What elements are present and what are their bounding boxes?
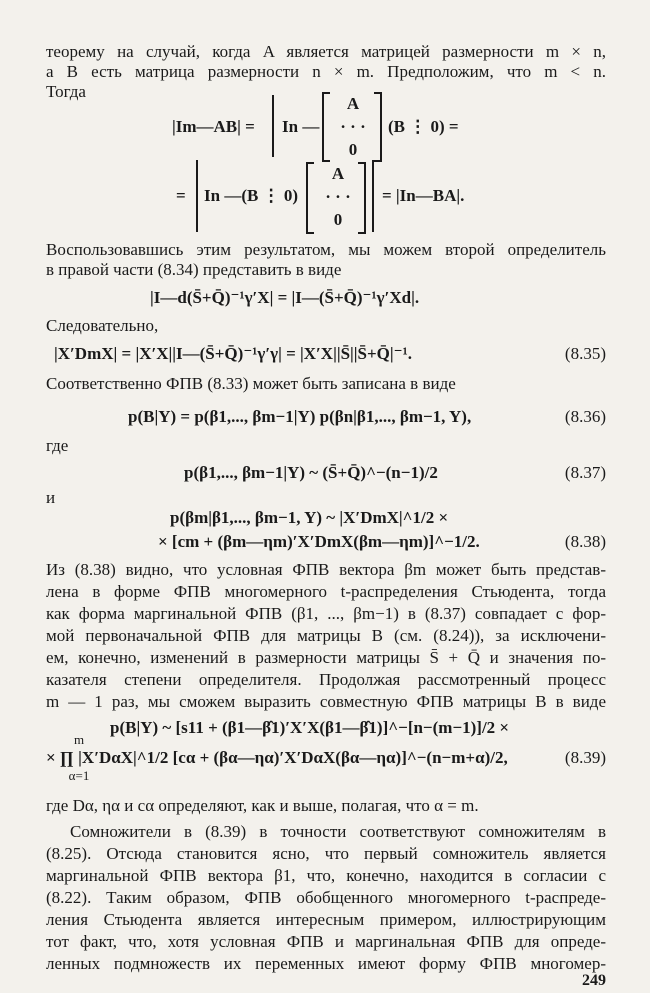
equation-2c: = |In—BA|.: [382, 186, 465, 205]
text-line: как форма маргинальной ФПВ (β1, ..., βm−1) в (8.37) совпадает с фор-: [46, 604, 606, 623]
equation-number: (8.38): [564, 532, 606, 551]
determinant-bar: [272, 95, 274, 157]
matrix-entry-dots: · · ·: [325, 187, 351, 206]
equation-7a: p(βm|β1,..., βm−1, Y) ~ |X′DmX|^1/2 ×: [170, 508, 449, 527]
equation-number: (8.39): [564, 748, 606, 767]
text-line: и: [46, 488, 56, 507]
text-line: Тогда: [46, 82, 86, 101]
text-line: (8.22). Таким образом, ФПВ обобщенного многомерного t-распреде-: [46, 888, 606, 907]
text-line: маргинальной ФПВ вектора β1, что, конечно, находится в согласии с: [46, 866, 606, 885]
text-line: где: [46, 436, 69, 455]
equation-5: p(B|Y) = p(β1,..., βm−1|Y) p(βn|β1,..., βm−1, Y),: [128, 407, 472, 426]
text-line: Следовательно,: [46, 316, 159, 335]
text-line: где Dα, ηα и cα определяют, как и выше, полагая, что α = m.: [46, 796, 479, 815]
determinant-bar: [196, 160, 198, 232]
equation-2a: =: [176, 186, 186, 205]
equation-number: (8.37): [564, 463, 606, 482]
equation-7b: × [cm + (βm—ηm)′X′DmX(βm—ηm)]^−1/2.: [158, 532, 480, 551]
equation-4: |X′DmX| = |X′X||I—(S̄+Q̄)⁻¹γ′γ| = |X′X||S̄||S̄+Q̄|⁻¹.: [54, 344, 412, 363]
matrix-entry-zero: 0: [348, 140, 358, 159]
text-line: Из (8.38) видно, что условная ФПВ вектора βm может быть представ-: [46, 560, 606, 579]
text-line: теорему на случай, когда A является матрицей размерности m × n,: [46, 42, 606, 61]
matrix-entry-zero: 0: [333, 210, 343, 229]
text-line: Соответственно ФПВ (8.33) может быть записана в виде: [46, 374, 456, 393]
bracket-left: [306, 162, 314, 234]
text-line: в правой части (8.34) представить в виде: [46, 260, 342, 279]
determinant-bar: [372, 160, 374, 232]
equation-8b: × ∏ |X′DαX|^1/2 [cα + (βα—ηα)′X′DαX(βα—ηα)]^−(n−m+α)/2,: [46, 748, 508, 767]
matrix-entry-dots: · · ·: [340, 117, 366, 136]
product-lower-limit: α=1: [68, 768, 90, 783]
text-line: Сомножители в (8.39) в точности соответствуют сомножителям в: [70, 822, 606, 841]
equation-number: (8.35): [564, 344, 606, 363]
text-line: казателя степени определителя. Продолжая рассмотренный процесс: [46, 670, 606, 689]
equation-1b: In —: [282, 117, 320, 136]
text-line: мой первоначальной ФПВ для матрицы B (см. (8.24)), за исключени-: [46, 626, 606, 645]
text-line: (8.25). Отсюда становится ясно, что первый сомножитель является: [46, 844, 606, 863]
text-line: ления Стьюдента является интересным примером, иллюстрирующим: [46, 910, 606, 929]
text-line: лена в форме ФПВ многомерного t-распределения Стьюдента, тогда: [46, 582, 606, 601]
text-line: ем, конечно, изменений в размерности матрицы S̄ + Q̄ и значения по-: [46, 648, 606, 667]
text-line: ленных подмножеств их переменных имеют форму ФПВ многомер-: [46, 954, 606, 973]
page-number: 249: [582, 972, 606, 989]
text-line: m — 1 раз, мы сможем выразить совместную ФПВ матрицы B в виде: [46, 692, 606, 711]
equation-number: (8.36): [564, 407, 606, 426]
equation-8a: p(B|Y) ~ [s11 + (β1—β̂1)′X′X(β1—β̂1)]^−[n−(m−1)]/2 ×: [110, 718, 510, 737]
equation-2b: In —(B ⋮ 0): [204, 186, 298, 205]
equation-1c: (B ⋮ 0) =: [388, 117, 459, 136]
text-line: а B есть матрица размерности n × m. Предположим, что m < n.: [46, 62, 606, 81]
product-upper-limit: m: [73, 732, 85, 747]
text-line: Воспользовавшись этим результатом, мы можем второй определитель: [46, 240, 606, 259]
bracket-left: [322, 92, 330, 162]
text-line: тот факт, что, хотя условная ФПВ и маргинальная ФПВ для опреде-: [46, 932, 606, 951]
equation-3: |I—d(S̄+Q̄)⁻¹γ′X| = |I—(S̄+Q̄)⁻¹γ′Xd|.: [150, 288, 420, 307]
equation-6: p(β1,..., βm−1|Y) ~ (S̄+Q̄)^−(n−1)/2: [184, 463, 438, 482]
bracket-right: [358, 162, 366, 234]
matrix-entry-a: A: [331, 164, 345, 183]
matrix-entry-a: A: [346, 94, 360, 113]
equation-1a: |Im—AB| =: [172, 117, 255, 136]
bracket-right: [374, 92, 382, 162]
